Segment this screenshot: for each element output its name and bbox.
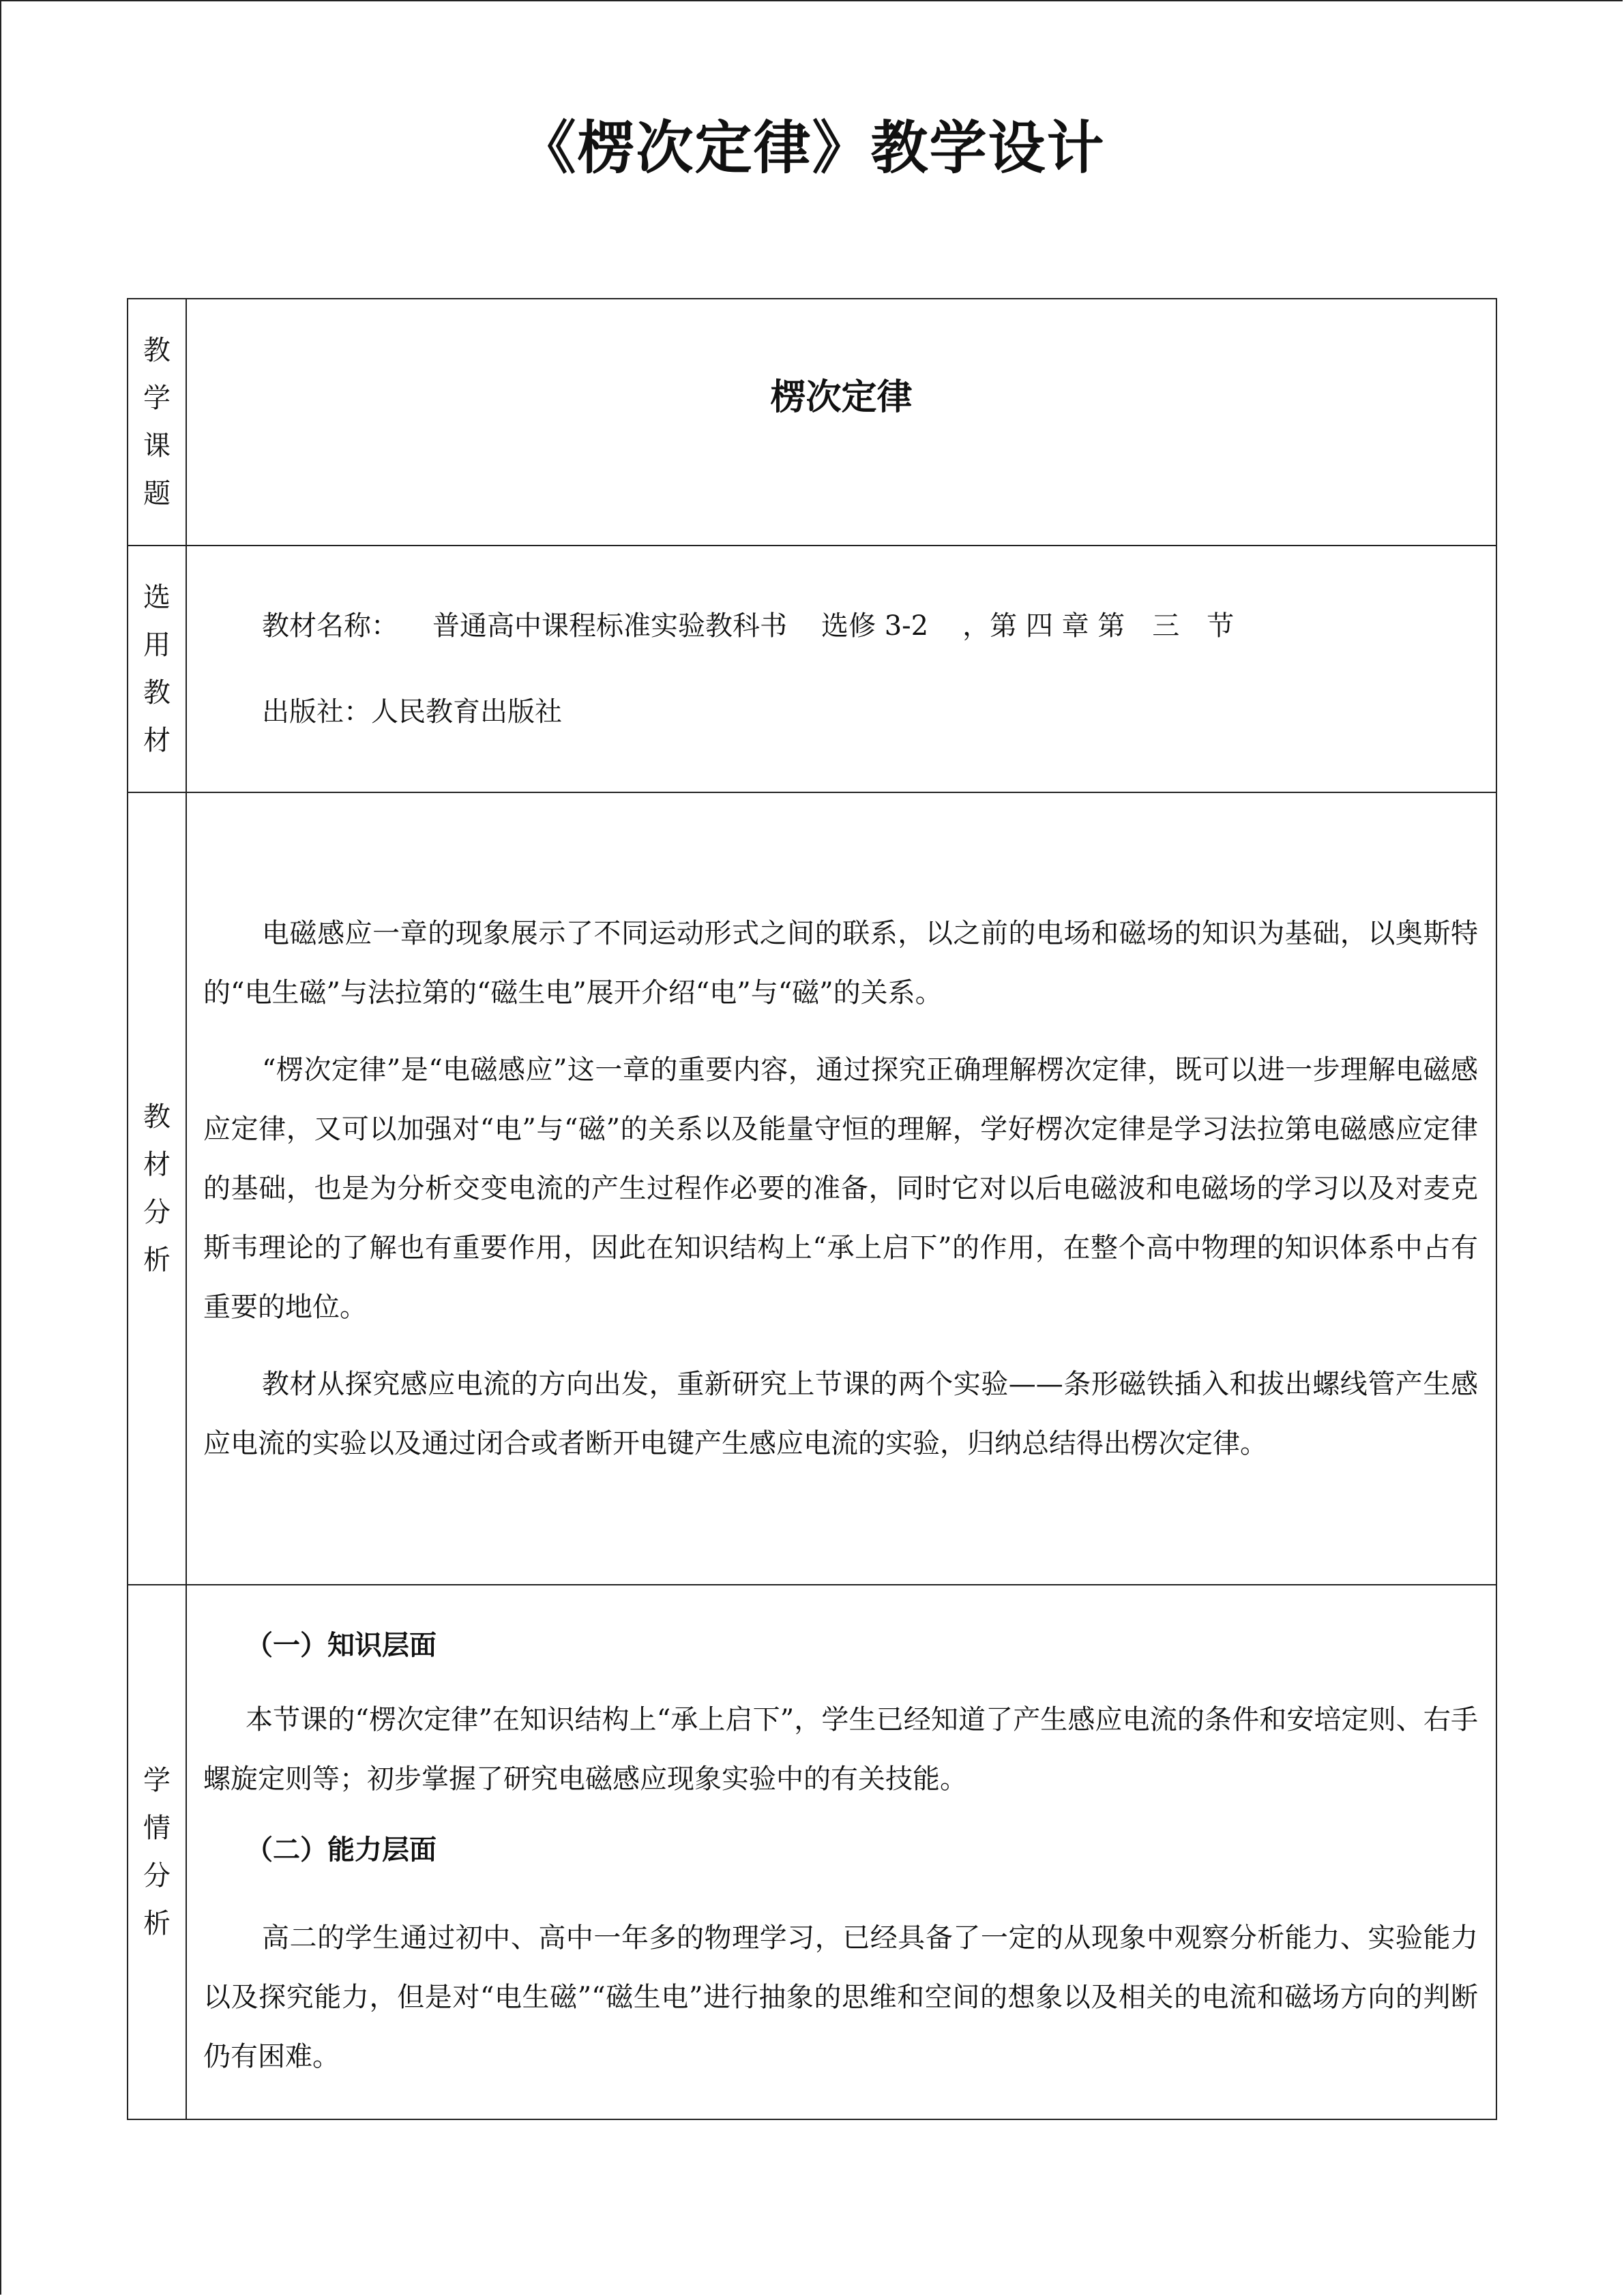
teaching-design-table: [127, 298, 1497, 2120]
row-label-learner-analysis: 学情分析: [143, 1765, 171, 1939]
textbook-edition: 选修 3-2: [821, 610, 929, 642]
publisher-value: 人民教育出版社: [371, 696, 562, 728]
ability-heading: （二）能力层面: [246, 1833, 437, 1866]
label-cell-material-analysis: [128, 792, 186, 1585]
ability-paragraph: 高二的学生通过初中、高中一年多的物理学习，已经具备了一定的从现象中观察分析能力、实验能力以及探究能力，但是对“电生磁”“磁生电”进行抽象的思维和空间的想象以及相关的电流和磁场方向的判断仍有困难。: [203, 1922, 1478, 2072]
textbook-name-line: [262, 606, 1496, 646]
knowledge-paragraph: 本节课的“楞次定律”在知识结构上“承上启下”，学生已经知道了产生感应电流的条件和安培定则、右手螺旋定则等；初步掌握了研究电磁感应现象实验中的有关技能。: [203, 1703, 1478, 1795]
label-cell-textbook: [128, 546, 186, 792]
row-label-topic: 教学课题: [143, 335, 171, 509]
row-material-analysis: [128, 792, 1496, 1585]
textbook-chapter: ，第 四 章 第 三 节: [962, 610, 1235, 642]
content-cell-learner-analysis: [186, 1585, 1496, 2119]
material-paragraph-3: 教材从探究感应电流的方向出发，重新研究上节课的两个实验——条形磁铁插入和拔出螺线管产生感应电流的实验以及通过闭合或者断开电键产生感应电流的实验，归纳总结得出楞次定律。: [203, 1368, 1478, 1459]
content-cell-topic: [186, 299, 1496, 546]
row-textbook: [128, 546, 1496, 792]
row-learner-analysis: [128, 1585, 1496, 2119]
row-label-textbook: 选用教材: [143, 582, 171, 756]
knowledge-heading: （一）知识层面: [246, 1628, 437, 1661]
material-paragraph-2: “楞次定律”是“电磁感应”这一章的重要内容，通过探究正确理解楞次定律，既可以进一步理解电磁感应定律，又可以加强对“电”与“磁”的关系以及能量守恒的理解，学好楞次定律是学习法拉第电磁感应定律的基础，也是为分析交变电流的产生过程作必要的准备，同时它对以后电磁波和电磁场的学习以及对麦克斯韦理论的了解也有重要作用，因此在知识结构上“承上启下”的作用，在整个高中物理的知识体系中占有重要的地位。: [203, 1054, 1478, 1323]
publisher-label: 出版社：: [262, 696, 371, 728]
learner-analysis-text: [187, 1618, 1496, 2087]
material-analysis-text: [187, 904, 1496, 1474]
textbook-info: [187, 606, 1496, 732]
label-cell-topic: [128, 299, 186, 546]
textbook-name-label: 教材名称：: [262, 610, 398, 642]
content-cell-textbook: [186, 546, 1496, 792]
textbook-name-value: 普通高中课程标准实验教科书: [432, 610, 787, 642]
publisher-line: [262, 691, 1496, 732]
document-title: 《楞次定律》教学设计: [518, 114, 1106, 181]
row-label-material-analysis: 教材分析: [143, 1101, 171, 1276]
material-paragraph-1: 电磁感应一章的现象展示了不同运动形式之间的联系，以之前的电场和磁场的知识为基础，以奥斯特的“电生磁”与法拉第的“磁生电”展开介绍“电”与“磁”的关系。: [203, 917, 1478, 1009]
label-cell-learner-analysis: [128, 1585, 186, 2119]
topic-value: 楞次定律: [770, 376, 913, 418]
row-teaching-topic: [128, 299, 1496, 546]
content-cell-material-analysis: [186, 792, 1496, 1585]
